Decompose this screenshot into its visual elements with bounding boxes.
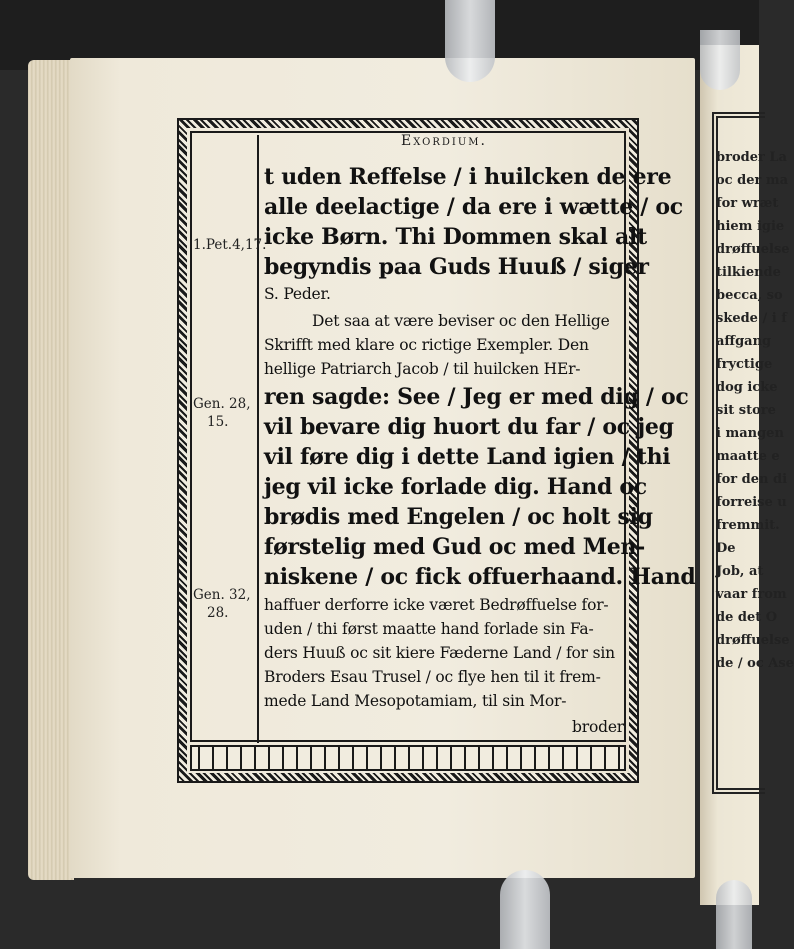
margin-note: 28. <box>207 605 229 621</box>
book-page-edges <box>28 60 74 880</box>
facing-line: forreise u <box>716 495 787 510</box>
page-clip <box>500 870 550 949</box>
facing-line: for wræt <box>716 196 779 211</box>
page-clip <box>445 0 495 82</box>
text-line: S. Peder. <box>264 285 331 303</box>
text-line: ren sagde: See / Jeg er med dig / oc <box>264 384 689 410</box>
text-line: brødis med Engelen / oc holt sig <box>264 504 653 530</box>
facing-line: broder La <box>716 150 787 165</box>
facing-line: dog icke <box>716 380 778 395</box>
facing-line: i mangen <box>716 426 784 441</box>
text-line: begyndis paa Guds Huuß / siger <box>264 254 649 280</box>
margin-note: 15. <box>207 414 229 430</box>
facing-line: maatte e <box>716 449 780 464</box>
facing-line: for den di <box>716 472 788 487</box>
page-heading: Exordium. <box>401 133 487 149</box>
text-line: haffuer derforre icke været Bedrøffuelse for- <box>264 596 609 614</box>
facing-line: sit store <box>716 403 776 418</box>
facing-line: fryctige <box>716 357 773 372</box>
text-line: alle deelactige / da ere i wætte / oc <box>264 194 683 220</box>
text-line: Skrifft med klare oc rictige Exempler. Den <box>264 336 589 354</box>
text-line: hellige Patriarch Jacob / til huilcken HEr- <box>264 360 581 378</box>
text-line: mede Land Mesopotamiam, til sin Mor- <box>264 692 567 710</box>
text-line: førstelig med Gud oc med Men- <box>264 534 645 560</box>
margin-rule <box>257 135 259 743</box>
text-line: vil bevare dig huort du far / oc jeg <box>264 414 674 440</box>
facing-line: skede / i f <box>716 311 787 326</box>
facing-line: oc der ma <box>716 173 789 188</box>
facing-line: tilkiende <box>716 265 781 280</box>
facing-line: de / oc Ase <box>716 656 794 671</box>
text-line: broder <box>572 718 624 736</box>
facing-page-text <box>716 150 794 679</box>
margin-note: 1.Pet.4,17. <box>193 237 267 253</box>
margin-note: Gen. 32, <box>193 587 251 603</box>
text-line: Det saa at være beviser oc den Hellige <box>312 312 610 330</box>
text-line: ders Huuß oc sit kiere Fæderne Land / for sin <box>264 644 615 662</box>
page-clip <box>716 880 752 949</box>
text-line: uden / thi først maatte hand forlade sin Fa- <box>264 620 594 638</box>
page-clip <box>700 30 740 90</box>
facing-line: drøffuelse <box>716 242 790 257</box>
facing-line: Job, at <box>716 564 764 579</box>
text-line: icke Børn. Thi Dommen skal alt <box>264 224 647 250</box>
facing-line: De <box>716 541 736 556</box>
facing-line: vaar from <box>716 587 787 602</box>
text-line: niskene / oc fick offuerhaand. Hand <box>264 564 696 590</box>
facing-line: becca, so <box>716 288 783 303</box>
facing-line: fremmit. <box>716 518 780 533</box>
text-line: vil føre dig i dette Land igien / thi <box>264 444 671 470</box>
text-line: t uden Reffelse / i huilcken de ere <box>264 164 672 190</box>
facing-line: de det O <box>716 610 778 625</box>
text-line: jeg vil icke forlade dig. Hand oc <box>264 474 647 500</box>
ornamental-bottom-band <box>190 745 626 771</box>
text-line: Broders Esau Trusel / oc flye hen til it frem- <box>264 668 601 686</box>
facing-line: drøffuelse <box>716 633 790 648</box>
facing-line: hiem igie <box>716 219 785 234</box>
margin-note: Gen. 28, <box>193 396 251 412</box>
facing-line: affgang <box>716 334 772 349</box>
